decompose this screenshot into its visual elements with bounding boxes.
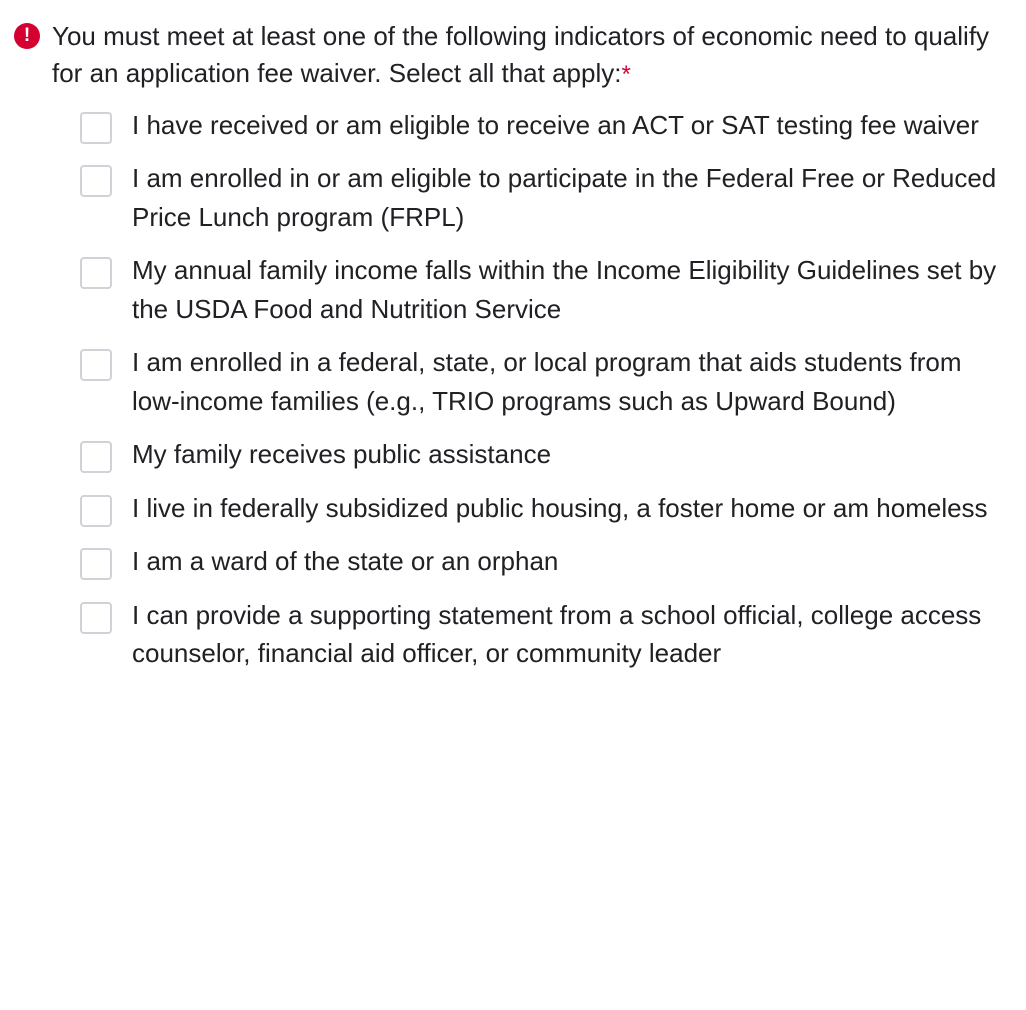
- option-row[interactable]: [80, 159, 1006, 236]
- required-asterisk: *: [621, 60, 631, 88]
- checkbox-ward-of-state-orphan[interactable]: [80, 548, 112, 580]
- checkbox-usda-income-guidelines[interactable]: [80, 257, 112, 289]
- option-row[interactable]: [80, 251, 1006, 328]
- option-row[interactable]: [80, 489, 1006, 527]
- option-row[interactable]: [80, 596, 1006, 673]
- option-label[interactable]: I am enrolled in a federal, state, or local program that aids students from low-income families (e.g., TRIO programs such as Upward Bound): [132, 347, 962, 416]
- option-row[interactable]: [80, 435, 1006, 473]
- option-row[interactable]: [80, 542, 1006, 580]
- checkbox-frpl-program[interactable]: [80, 165, 112, 197]
- option-label[interactable]: My family receives public assistance: [132, 439, 552, 470]
- checkbox-public-assistance[interactable]: [80, 441, 112, 473]
- option-row[interactable]: [80, 106, 1006, 144]
- question-prompt-text: You must meet at least one of the following indicators of economic need to qualify for an application fee waiver. Select all that apply:: [52, 21, 990, 88]
- option-label[interactable]: I am enrolled in or am eligible to participate in the Federal Free or Reduced Price Lunch program (FRPL): [132, 163, 997, 232]
- checkbox-act-sat-fee-waiver[interactable]: [80, 112, 112, 144]
- option-label[interactable]: I can provide a supporting statement from a school official, college access counselor, financial aid officer, or community leader: [132, 599, 982, 669]
- option-label[interactable]: I am a ward of the state or an orphan: [132, 546, 559, 577]
- checkbox-supporting-statement[interactable]: [80, 602, 112, 634]
- option-label[interactable]: My annual family income falls within the Income Eligibility Guidelines set by the USDA Food and Nutrition Service: [132, 255, 997, 324]
- error-exclamation-icon: !: [14, 23, 40, 49]
- question-prompt: [52, 18, 992, 92]
- checkbox-options-list: [14, 106, 1006, 673]
- checkbox-public-housing-foster-homeless[interactable]: [80, 495, 112, 527]
- option-label[interactable]: I have received or am eligible to receive an ACT or SAT testing fee waiver: [132, 109, 979, 140]
- question-prompt-row: [14, 18, 1006, 92]
- checkbox-trio-program[interactable]: [80, 349, 112, 381]
- option-row[interactable]: [80, 343, 1006, 420]
- option-label[interactable]: I live in federally subsidized public housing, a foster home or am homeless: [132, 492, 988, 523]
